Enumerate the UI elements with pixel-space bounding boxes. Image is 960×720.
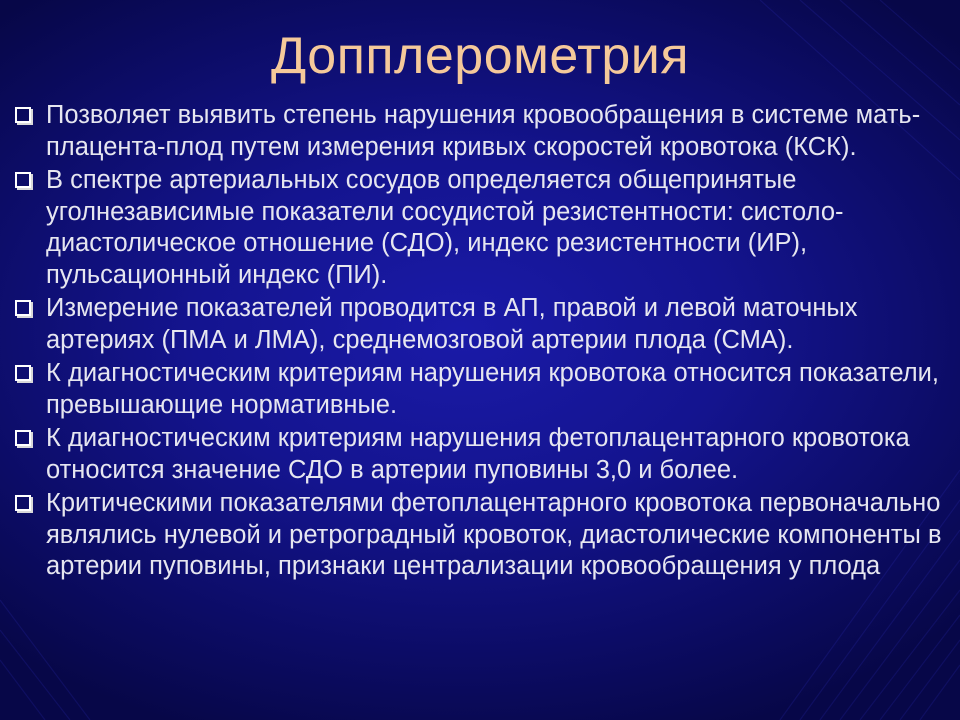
bullet-item bbox=[12, 358, 946, 421]
bullet-item bbox=[12, 293, 946, 356]
slide-title: Допплерометрия bbox=[270, 27, 690, 85]
square-bullet-icon bbox=[15, 495, 31, 511]
square-bullet-icon bbox=[15, 172, 31, 188]
square-bullet-icon bbox=[15, 107, 31, 123]
bullet-text: Критическими показателями фетоплацентарного кровотока первоначально являлись нулевой и ретроградный кровоток, диастолические компоненты в артерии пуповины, признаки централизации кровообращения у плода bbox=[46, 489, 942, 580]
bullet-text: К диагностическим критериям нарушения фетоплацентарного кровотока относится значение СДО в артерии пуповины 3,0 и более. bbox=[46, 424, 910, 484]
bullet-text: В спектре артериальных сосудов определяется общепринятые уголнезависимые показатели сосудистой резистентности: систоло-диастолическое отношение (СДО), индекс резистентности (ИР), пульсационный индекс (ПИ). bbox=[46, 166, 844, 289]
bullet-item bbox=[12, 100, 946, 163]
bullet-item bbox=[12, 165, 946, 291]
square-bullet-icon bbox=[15, 365, 31, 381]
bullet-text: К диагностическим критериям нарушения кровотока относится показатели, превышающие нормативные. bbox=[46, 359, 939, 419]
square-bullet-icon bbox=[15, 430, 31, 446]
bullet-list bbox=[12, 100, 946, 585]
bullet-text: Позволяет выявить степень нарушения кровообращения в системе мать-плацента-плод путем измерения кривых скоростей кровотока (КСК). bbox=[46, 101, 921, 161]
bullet-item bbox=[12, 488, 946, 583]
square-bullet-icon bbox=[15, 300, 31, 316]
bullet-item bbox=[12, 423, 946, 486]
bullet-text: Измерение показателей проводится в АП, правой и левой маточных артериях (ПМА и ЛМА), среднемозговой артерии плода (СМА). bbox=[46, 294, 858, 354]
